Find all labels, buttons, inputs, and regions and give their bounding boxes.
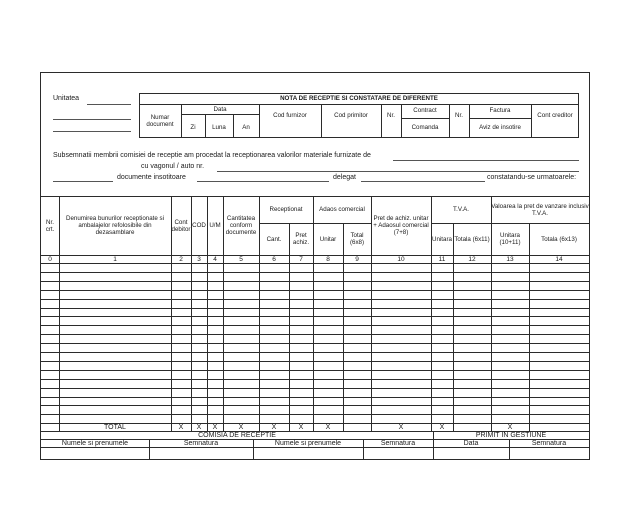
table-rule: [41, 263, 589, 264]
luna-header: Luna: [212, 123, 226, 131]
total-x-mark: X: [398, 423, 404, 431]
col-tva-unitara: Unitara: [432, 235, 452, 243]
data-header: Data: [213, 105, 227, 113]
column-number: 0: [48, 255, 52, 263]
text-line-2: cu vagonul / auto nr.: [141, 163, 205, 170]
comisia-receptie-label: COMISIA DE RECEPTIE: [198, 431, 276, 439]
col-adaos: Adaos comercial: [319, 206, 365, 213]
column-number: 1: [113, 255, 117, 263]
unitatea-line-3: [53, 131, 131, 132]
footer-semnatura-2: Semnatura: [380, 439, 416, 447]
col-cod: COD: [192, 222, 206, 229]
column-number: 9: [355, 255, 359, 263]
factura-header: Factura: [489, 106, 511, 114]
cod-furnizor: Cod furnizor: [273, 111, 307, 119]
table-rule: [41, 343, 589, 344]
table-rule: [41, 316, 589, 317]
nr-factura: Nr.: [455, 111, 463, 119]
col-um: U/M: [209, 222, 221, 229]
footer-semnatura-1: Semnatura: [183, 439, 219, 447]
column-number: 10: [397, 255, 405, 263]
table-rule: [41, 299, 589, 300]
column-number: 7: [299, 255, 303, 263]
col-cant: Cant.: [266, 235, 282, 243]
nr-contract: Nr.: [387, 111, 395, 119]
column-number: 2: [179, 255, 183, 263]
total-x-mark: X: [507, 423, 513, 431]
column-number: 6: [272, 255, 276, 263]
table-rule: [41, 379, 589, 380]
table-rule: [41, 272, 589, 273]
footer-data: Data: [463, 439, 479, 447]
table-rule: [59, 196, 60, 431]
footer-nume-2: Numele si prenumele: [274, 439, 342, 447]
cod-primitor: Cod primitor: [334, 111, 368, 119]
col-val-unitara: Unitara (10+11): [499, 232, 521, 246]
footer-nume-1: Numele si prenumele: [61, 439, 129, 447]
total-label: TOTAL: [104, 423, 126, 431]
table-rule: [41, 290, 589, 291]
table-rule: [41, 405, 589, 406]
text-line-3a: documente insotitoare: [117, 174, 186, 181]
column-number: 12: [468, 255, 476, 263]
column-number: 8: [326, 255, 330, 263]
table-rule: [41, 388, 589, 389]
column-number: 3: [197, 255, 201, 263]
column-number: 14: [555, 255, 563, 263]
contract-header: Contract: [413, 106, 437, 114]
total-x-mark: X: [238, 423, 244, 431]
zi-header: Zi: [190, 123, 196, 131]
unitatea-label: Unitatea: [53, 95, 80, 102]
total-x-mark: X: [212, 423, 218, 431]
total-x-mark: X: [271, 423, 277, 431]
col-tva-totala: Totala (6x11): [454, 235, 490, 243]
col-nr-crt: Nr. crt.: [45, 218, 55, 233]
col-denumirea: Denumirea bunurilor receptionate si ambalajelor refolosibile din dezasamblare: [65, 215, 165, 236]
column-number: 13: [506, 255, 514, 263]
form-title: NOTA DE RECEPTIE SI CONSTATARE DE DIFERENTE: [280, 95, 438, 102]
total-x-mark: X: [439, 423, 445, 431]
table-rule: [41, 325, 589, 326]
footer-semnatura-3: Semnatura: [531, 439, 567, 447]
table-rule: [41, 334, 589, 335]
table-rule: [41, 414, 589, 415]
unitatea-line: [87, 104, 131, 105]
column-number: 4: [213, 255, 217, 263]
col-cantitatea: Cantitatea conform documente: [225, 215, 257, 236]
cont-creditor: Cont creditor: [537, 111, 573, 119]
col-pret-unitar: Pret de achiz. unitar + Adaosul comercial (7+8): [373, 215, 429, 236]
col-adaos-total: Total (6x8): [349, 232, 365, 246]
text-line-3c: constatandu-se urmatoarele:: [487, 174, 577, 181]
col-pret-achiz: Pret achiz.: [292, 232, 310, 246]
primit-gestiune-label: PRIMIT IN GESTIUNE: [475, 431, 547, 439]
table-rule: [41, 370, 589, 371]
table-rule: [41, 361, 589, 362]
col-tva: T.V.A.: [453, 206, 469, 213]
receipt-form: [40, 72, 590, 460]
total-x-mark: X: [196, 423, 202, 431]
total-x-mark: X: [298, 423, 304, 431]
col-val-totala: Totala (6x13): [541, 235, 577, 243]
table-rule: [41, 447, 589, 448]
table-rule: [41, 397, 589, 398]
table-rule: [41, 281, 589, 282]
col-cont-debitor: Cont debitor: [171, 218, 191, 233]
total-x-mark: X: [178, 423, 184, 431]
numar-document: Numar document: [146, 114, 174, 128]
col-receptionat: Receptionat: [269, 206, 303, 213]
total-x-mark: X: [325, 423, 331, 431]
text-line-3b: delegat: [333, 174, 356, 181]
comanda-header: Comanda: [411, 123, 439, 131]
col-adaos-unitar: Unitar: [319, 235, 337, 243]
aviz-header: Aviz de insotire: [479, 123, 521, 131]
column-number: 11: [438, 255, 446, 263]
unitatea-line-2: [53, 119, 131, 120]
col-valoarea: Valoarea la pret de vanzare inclusiv T.V.A.: [491, 202, 589, 217]
an-header: An: [242, 123, 250, 131]
text-line-1: Subsemnatii membrii comisiei de receptie am procedat la receptionarea valorilor materiale furnizate de: [53, 152, 371, 159]
table-rule: [41, 308, 589, 309]
column-number: 5: [239, 255, 243, 263]
table-rule: [41, 352, 589, 353]
